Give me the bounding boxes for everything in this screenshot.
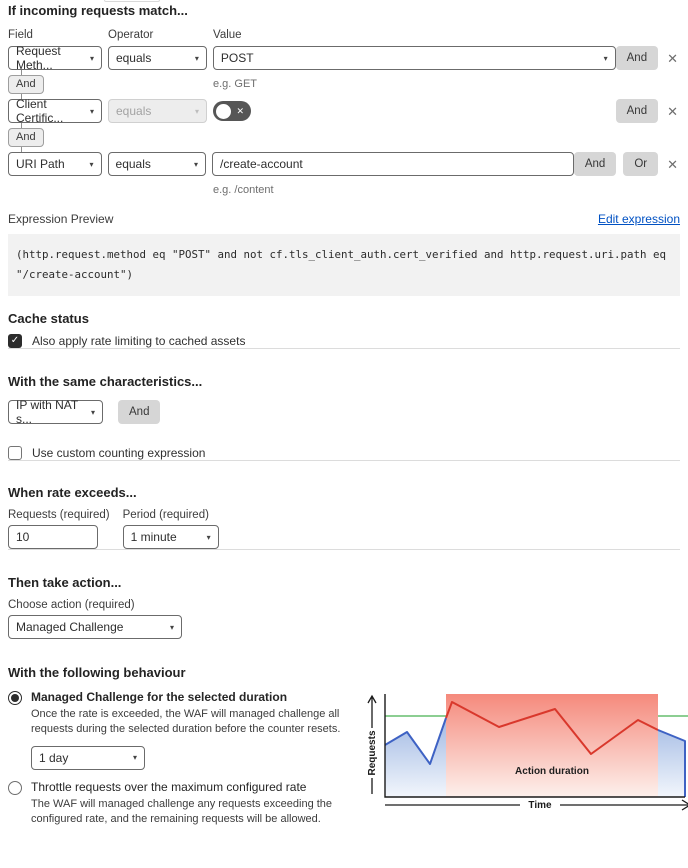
check-icon: ✓: [10, 335, 20, 347]
chevron-down-icon: ▾: [194, 106, 199, 116]
option-description: The WAF will managed challenge any requests exceeding the configured rate, and the remaining requests will be allowed.: [31, 797, 333, 825]
connector-and-chip[interactable]: And: [8, 128, 44, 147]
value-column-label: Value: [213, 29, 242, 41]
operator-select[interactable]: equals ▾: [108, 152, 206, 176]
connector-and-chip[interactable]: And: [8, 75, 44, 94]
remove-condition-icon[interactable]: ✕: [667, 156, 678, 172]
match-section-heading: If incoming requests match...: [8, 3, 188, 18]
condition-connector: [8, 70, 680, 99]
operator-select-disabled: equals ▾: [108, 99, 207, 123]
cropped-element-edge: [104, 0, 160, 2]
section-divider: [8, 460, 680, 461]
requests-area-left: [385, 718, 446, 797]
cache-assets-checkbox-label: Also apply rate limiting to cached assets: [32, 334, 246, 349]
add-or-condition-button[interactable]: Or: [623, 152, 658, 176]
expression-preview-label: Expression Preview: [8, 212, 114, 227]
toggle-off-x-icon: ✕: [236, 105, 244, 116]
expression-code: (http.request.method eq "POST" and not cf.tls_client_auth.cert_verified and http.request.uri.path eq "/create-account"): [8, 234, 680, 296]
duration-select[interactable]: 1 day ▾: [31, 746, 145, 770]
chevron-down-icon: ▾: [206, 532, 211, 542]
add-and-condition-button[interactable]: And: [574, 152, 616, 176]
option-title: Throttle requests over the maximum configured rate: [31, 779, 307, 794]
behaviour-options: [8, 690, 360, 827]
match-row: [8, 44, 680, 90]
behaviour-option-duration: [8, 690, 360, 737]
cache-assets-checkbox[interactable]: [8, 334, 22, 348]
add-and-condition-button[interactable]: And: [616, 46, 658, 70]
behaviour-heading: With the following behaviour: [8, 665, 186, 681]
action-duration-label: Action duration: [515, 766, 589, 778]
action-heading: Then take action...: [8, 575, 122, 591]
x-axis-label: Time: [528, 800, 552, 812]
rate-limit-behaviour-chart: [362, 690, 688, 827]
chevron-down-icon: ▾: [194, 53, 199, 63]
match-column-labels: [8, 29, 680, 41]
chevron-down-icon: ▾: [89, 106, 94, 116]
behaviour-option-throttle: [8, 780, 360, 827]
duration-radio[interactable]: [8, 691, 22, 705]
add-and-condition-button[interactable]: And: [616, 99, 658, 123]
option-description: Once the rate is exceeded, the WAF will managed challenge all requests during the selected duration before the counter resets.: [31, 708, 341, 736]
value-hint: e.g. GET: [213, 78, 258, 90]
match-row: [8, 97, 680, 126]
field-select[interactable]: Client Certific... ▾: [8, 99, 102, 123]
chevron-down-icon: ▾: [169, 622, 174, 632]
period-label: Period (required): [122, 509, 209, 522]
condition-connector: [8, 123, 680, 152]
add-characteristic-button[interactable]: And: [118, 400, 160, 424]
rate-heading: When rate exceeds...: [8, 485, 137, 501]
value-hint: e.g. /content: [213, 184, 274, 197]
field-column-label: Field: [8, 29, 33, 41]
remove-condition-icon[interactable]: ✕: [667, 103, 678, 119]
field-select[interactable]: Request Meth... ▾: [8, 46, 102, 70]
chevron-down-icon: ▾: [132, 753, 137, 763]
edit-expression-link[interactable]: Edit expression: [597, 212, 680, 227]
uri-path-input[interactable]: [212, 152, 574, 176]
option-title: Managed Challenge for the selected duration: [31, 690, 288, 705]
requests-label: Requests (required): [8, 509, 110, 522]
y-axis-label: Requests: [367, 730, 378, 776]
chevron-down-icon: ▾: [89, 159, 94, 169]
section-divider: [8, 348, 680, 349]
cert-verified-toggle[interactable]: [213, 101, 251, 121]
chevron-down-icon: ▾: [90, 407, 95, 417]
field-select[interactable]: URI Path ▾: [8, 152, 102, 176]
period-select[interactable]: 1 minute ▾: [123, 525, 219, 549]
characteristics-heading: With the same characteristics...: [8, 374, 203, 390]
remove-condition-icon[interactable]: ✕: [667, 50, 678, 66]
throttle-radio[interactable]: [8, 781, 22, 795]
requests-input[interactable]: [8, 525, 98, 549]
operator-select[interactable]: equals ▾: [108, 46, 207, 70]
toggle-knob: [216, 104, 231, 119]
choose-action-label: Choose action (required): [8, 599, 135, 612]
custom-counting-checkbox[interactable]: [8, 446, 22, 460]
characteristic-select[interactable]: IP with NAT s... ▾: [8, 400, 103, 424]
value-combobox[interactable]: POST ▾: [213, 46, 616, 70]
chevron-down-icon: ▾: [193, 159, 198, 169]
custom-counting-checkbox-label: Use custom counting expression: [32, 446, 206, 461]
chevron-down-icon: ▾: [89, 53, 94, 63]
action-select[interactable]: Managed Challenge ▾: [8, 615, 182, 639]
operator-column-label: Operator: [108, 29, 154, 41]
match-row: [8, 152, 680, 197]
chevron-down-icon: ▾: [603, 53, 608, 63]
cache-status-heading: Cache status: [8, 311, 89, 327]
section-divider: [8, 549, 680, 550]
